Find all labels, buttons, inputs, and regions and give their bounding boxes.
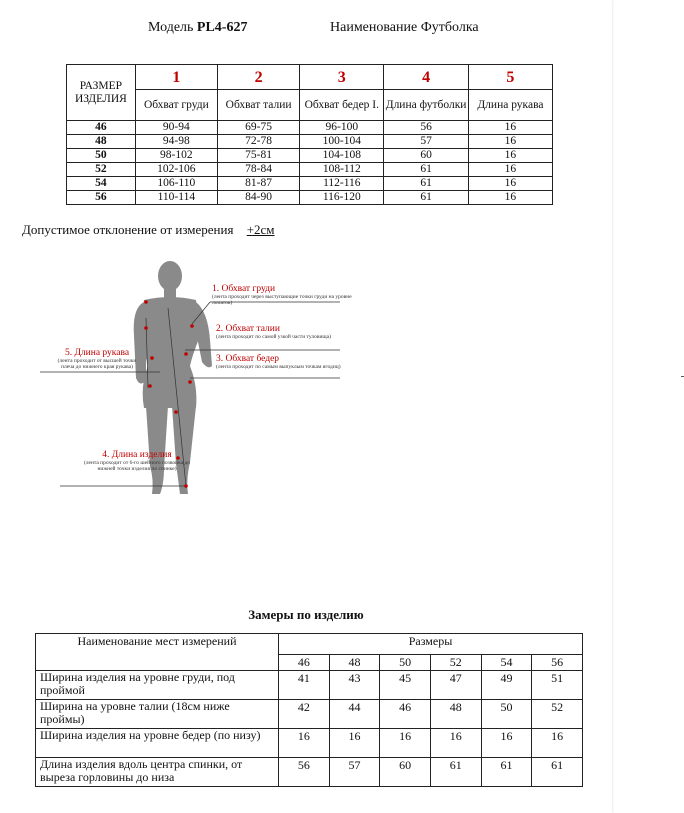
column-header: Обхват бедер I. xyxy=(300,90,384,121)
measurements-table xyxy=(35,633,583,787)
table-cell: 16 xyxy=(279,729,330,758)
table-row xyxy=(67,135,553,149)
measurement-label: Длина изделия вдоль центра спинки, от выреза горловины до низа xyxy=(36,758,279,787)
table-cell: 48 xyxy=(430,700,481,729)
column-header: Длина рукава xyxy=(468,90,552,121)
table-row xyxy=(36,700,583,729)
figure-label-waist xyxy=(216,324,346,340)
table-cell: 43 xyxy=(329,671,380,700)
table-cell: 110-114 xyxy=(135,191,217,205)
product-name-header xyxy=(330,20,479,36)
table-cell: 47 xyxy=(430,671,481,700)
table-cell: 49 xyxy=(481,671,532,700)
table-cell: 61 xyxy=(384,191,468,205)
table-cell: 41 xyxy=(279,671,330,700)
table-cell: 72-78 xyxy=(217,135,299,149)
column-number: 2 xyxy=(217,65,299,90)
table-row xyxy=(36,729,583,758)
figure-label-title: 2. Обхват талии xyxy=(216,324,280,334)
table-cell: 112-116 xyxy=(300,177,384,191)
sizes-header: Размеры xyxy=(279,634,583,655)
table-cell: 52 xyxy=(532,700,583,729)
column-header: Длина футболки xyxy=(384,90,468,121)
table-cell: 61 xyxy=(481,758,532,787)
tolerance-note xyxy=(22,222,275,238)
figure-label-hips xyxy=(216,354,346,370)
table-cell: 61 xyxy=(532,758,583,787)
table-cell: 104-108 xyxy=(300,149,384,163)
figure-label-desc: (лента проходит по самой узкой части туловища) xyxy=(216,334,331,340)
figure-label-desc: (лента проходит от 6-го шейного позвонка до нижней точки изделия по спинке) xyxy=(83,460,191,472)
name-value: Футболка xyxy=(420,20,479,35)
measurements-title: Замеры по изделию xyxy=(248,607,364,622)
figure-label-desc: (лента проходит по самым выпуклым точкам ягодиц) xyxy=(216,364,341,370)
table-cell: 16 xyxy=(468,177,552,191)
measurements-corner-label: Наименование мест измерений xyxy=(36,634,279,671)
table-cell: 16 xyxy=(532,729,583,758)
table-row xyxy=(67,177,553,191)
figure-label-desc: (лента проходит от высшей точки плеча до нижнего края рукава) xyxy=(57,358,137,370)
name-label: Наименование xyxy=(330,20,418,35)
table-row xyxy=(36,671,583,700)
size-cell: 46 xyxy=(67,121,136,135)
table-cell: 16 xyxy=(481,729,532,758)
size-column-header: 48 xyxy=(329,655,380,671)
table-row xyxy=(67,163,553,177)
model-value: PL4-627 xyxy=(196,20,248,35)
table-cell: 50 xyxy=(481,700,532,729)
table-row xyxy=(67,149,553,163)
table-cell: 75-81 xyxy=(217,149,299,163)
table-cell: 60 xyxy=(384,149,468,163)
table-cell: 78-84 xyxy=(217,163,299,177)
column-header: Обхват талии xyxy=(217,90,299,121)
table-cell: 16 xyxy=(430,729,481,758)
table-cell: 16 xyxy=(468,191,552,205)
size-cell: 52 xyxy=(67,163,136,177)
table-cell: 16 xyxy=(468,135,552,149)
table-cell: 102-106 xyxy=(135,163,217,177)
table-cell: 69-75 xyxy=(217,121,299,135)
table-row xyxy=(67,191,553,205)
table-cell: 57 xyxy=(329,758,380,787)
column-number: 4 xyxy=(384,65,468,90)
table-cell: 57 xyxy=(384,135,468,149)
column-number: 1 xyxy=(135,65,217,90)
table-cell: 46 xyxy=(380,700,431,729)
figure-label-title: 1. Обхват груди xyxy=(212,284,276,294)
size-corner-label: РАЗМЕР ИЗДЕЛИЯ xyxy=(67,65,136,121)
table-cell: 90-94 xyxy=(135,121,217,135)
table-cell: 51 xyxy=(532,671,583,700)
size-cell: 54 xyxy=(67,177,136,191)
table-cell: 98-102 xyxy=(135,149,217,163)
measurement-label: Ширина изделия на уровне груди, под проймой xyxy=(36,671,279,700)
figure-label-sleeve xyxy=(52,348,142,370)
figure-label-title: 4. Длина изделия xyxy=(102,450,172,460)
table-cell: 61 xyxy=(384,177,468,191)
table-cell: 61 xyxy=(430,758,481,787)
measurement-figure xyxy=(40,258,350,503)
model-header xyxy=(148,20,247,36)
table-cell: 100-104 xyxy=(300,135,384,149)
table-cell: 44 xyxy=(329,700,380,729)
figure-label-chest xyxy=(212,284,352,306)
column-header: Обхват груди xyxy=(135,90,217,121)
table-cell: 42 xyxy=(279,700,330,729)
table-cell: 45 xyxy=(380,671,431,700)
table-cell: 94-98 xyxy=(135,135,217,149)
size-cell: 48 xyxy=(67,135,136,149)
size-column-header: 54 xyxy=(481,655,532,671)
table-cell: 56 xyxy=(384,121,468,135)
size-cell: 50 xyxy=(67,149,136,163)
column-number: 5 xyxy=(468,65,552,90)
size-column-header: 52 xyxy=(430,655,481,671)
figure-label-title: 3. Обхват бедер xyxy=(216,354,280,364)
column-number: 3 xyxy=(300,65,384,90)
model-label: Модель xyxy=(148,20,194,35)
size-column-header: 50 xyxy=(380,655,431,671)
tolerance-value: +2см xyxy=(246,222,275,237)
measurement-label: Ширина изделия на уровне бедер (по низу) xyxy=(36,729,279,758)
figure-label-title: 5. Длина рукава xyxy=(64,348,130,358)
size-cell: 56 xyxy=(67,191,136,205)
table-cell: 16 xyxy=(329,729,380,758)
table-cell: 16 xyxy=(468,121,552,135)
table-cell: 16 xyxy=(468,149,552,163)
table-cell: 61 xyxy=(384,163,468,177)
table-row xyxy=(36,758,583,787)
table-cell: 96-100 xyxy=(300,121,384,135)
tolerance-text: Допустимое отклонение от измерения xyxy=(22,222,234,237)
figure-label-length xyxy=(82,450,192,472)
table-cell: 60 xyxy=(380,758,431,787)
table-cell: 84-90 xyxy=(217,191,299,205)
measurement-label: Ширина на уровне талии (18см ниже проймы) xyxy=(36,700,279,729)
table-row xyxy=(67,121,553,135)
table-cell: 116-120 xyxy=(300,191,384,205)
table-cell: 16 xyxy=(380,729,431,758)
table-cell: 16 xyxy=(468,163,552,177)
size-column-header: 46 xyxy=(279,655,330,671)
table-cell: 106-110 xyxy=(135,177,217,191)
figure-label-desc: (лента проходит через выступающие точки груди на уровне лопаток) xyxy=(212,294,352,306)
table-cell: 108-112 xyxy=(300,163,384,177)
size-column-header: 56 xyxy=(532,655,583,671)
table-cell: 56 xyxy=(279,758,330,787)
size-table xyxy=(66,64,553,205)
table-cell: 81-87 xyxy=(217,177,299,191)
